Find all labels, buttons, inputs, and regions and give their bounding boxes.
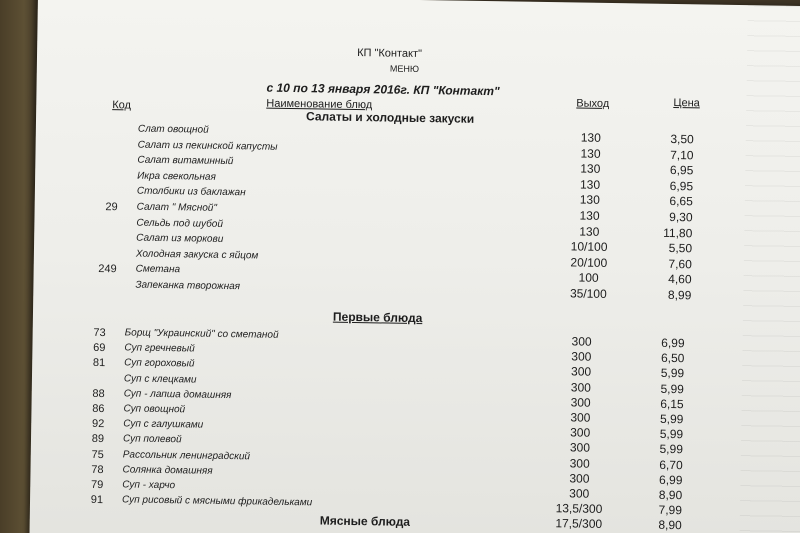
item-price: 6,95 [669,178,694,194]
item-output: 300 [569,486,590,501]
item-price: 5,99 [660,366,685,381]
section-title-salads: Салаты и холодные закуски [306,109,475,126]
item-name: Суп с клецками [123,372,197,386]
item-name: Суп - харчо [122,479,176,492]
item-output: 130 [580,146,601,161]
item-output: 100 [578,270,599,286]
item-name: Суп с галушками [123,418,204,431]
item-output: 300 [571,349,592,364]
item-name: Сельдь под шубой [136,217,224,230]
item-code: 29 [105,201,118,214]
item-name: Столбики из баклажан [136,185,246,199]
item-code: 81 [92,357,106,370]
item-price: 7,60 [668,256,692,272]
item-output: 300 [570,410,591,425]
item-name: Сметана [135,263,181,276]
item-code: 79 [90,478,104,492]
column-header-price: Цена [673,96,700,110]
item-code: 73 [93,326,106,340]
item-price: 6,70 [659,457,683,472]
column-header-code: Код [112,99,132,112]
item-price: 8,90 [658,487,683,503]
item-code: 78 [91,463,104,476]
item-output: 130 [580,161,601,177]
item-code: 69 [93,342,106,355]
item-output: 130 [579,208,600,223]
item-price: 3,50 [670,131,694,147]
item-name: Суп рисовый с мясными фрикадельками [121,494,313,509]
item-output: 13,5/300 [555,501,603,517]
item-price: 9,30 [669,209,693,225]
menu-label: МЕНЮ [389,63,420,74]
item-name: Суп овощной [123,403,186,416]
item-code: 91 [90,494,104,507]
item-output: 10/100 [570,239,608,255]
item-price: 5,99 [659,411,684,427]
item-output: 130 [579,224,600,239]
item-output: 300 [570,425,591,440]
item-name: Рассольник ленинградский [122,448,251,462]
item-price: 7,10 [670,147,694,162]
item-name: Холодная закуска с яйцом [135,248,259,262]
item-price: 4,60 [668,272,692,287]
item-price: 6,50 [660,351,685,366]
item-code: 92 [91,418,105,431]
item-price: 5,50 [668,241,693,256]
section-title-meat: Мясные блюда [319,513,411,529]
item-name: Борщ "Украинский" со сметаной [124,327,279,341]
item-output: 300 [569,456,590,471]
item-output: 20/100 [570,255,608,270]
item-name: Салат витаминный [137,154,234,168]
column-header-name: Наименование блюд [266,97,373,112]
item-output: 300 [569,440,591,456]
item-price: 6,99 [658,472,683,487]
item-price: 7,99 [658,503,683,518]
item-price: 8,90 [658,518,682,533]
item-code: 249 [98,263,117,276]
item-output: 300 [570,380,592,395]
item-name: Салат из пекинской капусты [137,139,278,153]
item-price: 6,99 [661,335,685,351]
item-name: Суп гречневый [124,342,195,355]
item-price: 6,65 [669,194,693,209]
item-code: 75 [91,448,104,461]
item-price: 8,99 [667,287,692,303]
item-code: 86 [92,402,105,416]
item-name: Икра свекольная [137,170,216,183]
column-header-output: Выход [576,97,610,110]
item-name: Суп гороховый [124,357,195,370]
item-name: Слат овощной [137,123,209,136]
item-output: 130 [579,177,601,192]
item-price: 11,80 [663,225,693,240]
item-name: Суп полевой [122,433,182,446]
item-output: 130 [580,130,601,145]
item-output: 130 [579,192,600,208]
item-name: Салат из моркови [136,232,224,246]
item-output: 300 [570,395,591,410]
item-name: Запеканка творожная [135,279,241,293]
item-price: 5,99 [659,442,684,457]
item-output: 35/100 [569,286,607,301]
item-price: 5,99 [660,381,684,396]
item-code: 89 [91,433,105,446]
item-output: 300 [571,364,592,380]
menu-period: с 10 по 13 января 2016г. КП "Контакт" [266,80,500,99]
item-price: 5,99 [659,427,684,442]
item-price: 6,95 [669,163,694,178]
menu-sheet [29,0,800,533]
org-title: КП "Контакт" [357,47,422,61]
item-name: Суп - лапша домашняя [123,388,232,401]
item-name: Солянка домашняя [122,464,213,477]
item-output: 300 [571,334,592,349]
item-output: 17,5/300 [555,516,603,532]
section-title-first-courses: Первые блюда [332,309,423,326]
item-name: Салат " Мясной" [136,201,218,214]
item-price: 6,15 [660,396,684,411]
item-code: 88 [92,387,105,400]
item-output: 300 [569,471,590,486]
